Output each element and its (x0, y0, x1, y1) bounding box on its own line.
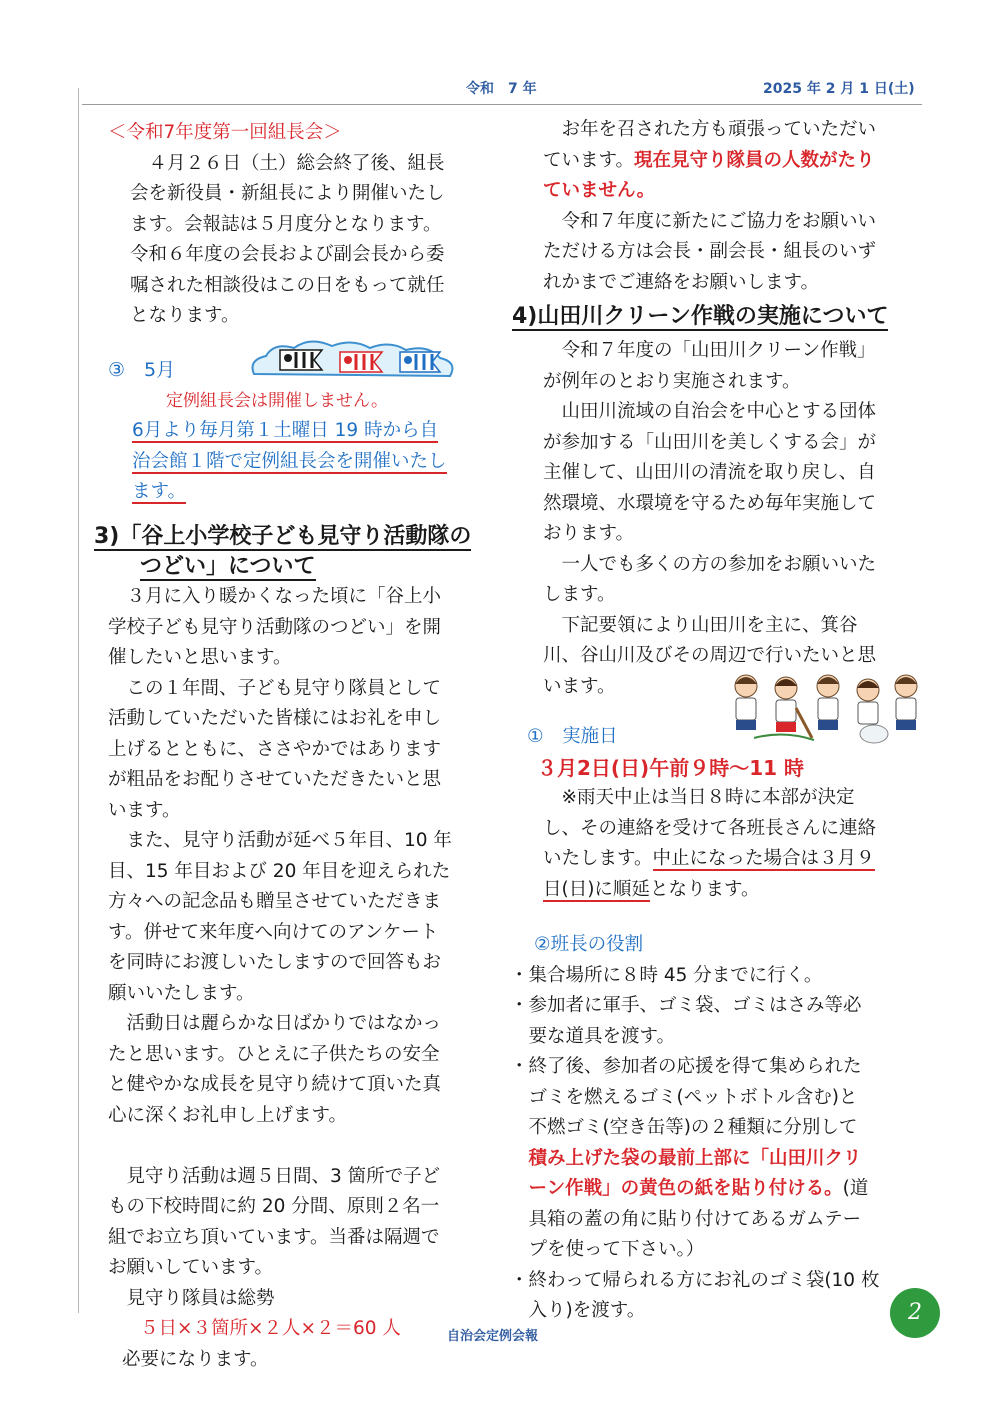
text-line: 必要になります。 (122, 1348, 269, 1370)
page-number-badge: 2 (890, 1288, 940, 1338)
text-line: ３月に入り暖かくなった頃に「谷上小 (108, 586, 442, 607)
bullet-item: プを使って下さい。） (510, 1239, 705, 1260)
text-line: 令和６年度の会長および副会長から委 (130, 244, 445, 265)
may-announcement (102, 416, 502, 508)
text-line: となります。 (649, 878, 760, 900)
text-line: し、その連絡を受けて各班長さんに連絡 (543, 817, 877, 839)
bullet-item: 入り)を渡す。 (510, 1300, 646, 1321)
text-line: が例年のとおり実施されます。 (543, 370, 801, 392)
leader-role-section (510, 930, 940, 1327)
date-label: ① 実施日 (527, 726, 618, 747)
date-value: ３月2日(日)午前９時～11 時 (537, 755, 804, 780)
text-line: が粗品をお配りさせていただきたいと思 (108, 769, 442, 790)
text-line: 会を新役員・新組長により開催いたし (130, 183, 445, 204)
text-line: 心に深くお礼申し上げます。 (108, 1104, 348, 1126)
text-line: また、見守り活動が延べ５年目、10 年 (108, 830, 452, 851)
text-line: 令和７年度の「山田川クリーン作戦」 (543, 340, 876, 361)
text-line: お願いしています。 (108, 1257, 274, 1278)
text-line: 山田川流域の自治会を中心とする団体 (543, 401, 877, 422)
text-line: 願いいたします。 (108, 982, 255, 1004)
header-date: 2025 年 2 月 1 日(土) (763, 81, 915, 97)
text-line: を同時にお渡しいたしますので回答もお (108, 952, 442, 973)
rain-note (523, 783, 943, 905)
bullet-item: 具箱の蓋の角に貼り付けてあるガムテー (510, 1208, 862, 1230)
text-line: おります。 (543, 523, 635, 544)
header-rule (82, 104, 922, 105)
footer-title: 自治会定例会報 (447, 1329, 539, 1344)
section4-heading (512, 302, 888, 332)
header-era: 令和 7 年 (466, 81, 537, 97)
text-line: いたします。 (543, 848, 653, 869)
text-line (108, 1131, 508, 1162)
may-line: 治会館１階で定例組長会を開催いたし (132, 450, 447, 472)
section3-heading (94, 522, 514, 582)
text-line: します。 (543, 584, 616, 605)
schedule-section (523, 722, 943, 905)
text-line: 見守り隊員は総勢 (108, 1287, 275, 1309)
text-line: 一人でも多くの方の参加をお願いいた (543, 553, 877, 575)
text-line: います。 (108, 799, 181, 821)
text-line: (道 (842, 1178, 869, 1199)
text-line: 令和７年度に新たにご協力をお願いい (543, 210, 877, 232)
bullet-item: 不燃ゴミ(空き缶等)の２種類に分別して (510, 1117, 858, 1138)
kumichokai-body (102, 149, 502, 332)
section4-body (543, 336, 943, 702)
bullet-item: ・終わって帰られる方にお礼のゴミ袋(10 枚 (510, 1269, 880, 1291)
text-line: 組でお立ち頂いています。当番は隔週で (108, 1226, 440, 1248)
may-line: 6月より毎月第１土曜日 19 時から自 (132, 420, 439, 441)
text-line: 催したいと思います。 (108, 647, 292, 668)
section3-title-line1: 3)「谷上小学校子ども見守り活動隊の (94, 524, 472, 549)
text-line: 川、谷山川及びその周辺で行いたいと思 (543, 645, 877, 666)
section3-title-line2: つどい」について (140, 554, 316, 579)
text-line: す。併せて来年度へ向けてのアンケート (108, 921, 439, 943)
text-line: 見守り活動は週５日間、3 箇所で子ど (108, 1165, 441, 1187)
highlight-instruction: 積み上げた袋の最前上部に「山田川クリ (510, 1147, 862, 1169)
text-line: この１年間、子ども見守り隊員として (108, 677, 442, 699)
section-title-kumichokai: ＜令和7年度第一回組長会＞ (108, 122, 342, 143)
text-line: と健やかな成長を見守り続けて頂いた真 (108, 1074, 442, 1095)
text-line: れかまでご連絡をお願いします。 (543, 271, 820, 293)
section3-body (108, 582, 508, 1375)
text-line: 上げるとともに、ささやかではあります (108, 738, 442, 760)
volunteer-calc: ５日×３箇所×２人×２＝60 人 (140, 1318, 401, 1339)
text-line: います。 (543, 675, 616, 697)
bullet-item: 要な道具を渡す。 (510, 1025, 676, 1047)
text-line: 然環境、水環境を守るため毎年実施して (543, 492, 877, 514)
text-line: 方々への記念品も贈呈させていただきま (108, 891, 442, 912)
bullet-item: ・参加者に軍手、ゴミ袋、ゴミはさみ等必 (510, 995, 862, 1016)
bullet-item: ・終了後、参加者の応援を得て集められた (510, 1056, 862, 1077)
text-line: ただける方は会長・副会長・組長のいず (543, 241, 877, 262)
text-line: お年を召された方も頑張っていただい (543, 119, 877, 140)
highlight-instruction: ーン作戦」の黄色の紙を貼り付ける。 (510, 1178, 843, 1199)
section4-title: 4)山田川クリーン作戦の実施について (512, 304, 889, 329)
left-column (102, 118, 502, 332)
text-line: 主催して、山田川の清流を取り戻し、自 (543, 462, 876, 483)
may-note: 定例組長会は開催しません。 (166, 390, 389, 411)
highlight-shortage: ていません。 (543, 180, 656, 201)
text-line: となります。 (130, 305, 240, 326)
text-line: ています。 (543, 149, 635, 171)
right-top-text (543, 115, 943, 298)
text-line: 学校子ども見守り活動隊のつどい」を開 (108, 616, 442, 638)
postponement-note: 中止になった場合は３月９ (652, 848, 875, 869)
text-line: もの下校時間に約 20 分間、原則２名一 (108, 1196, 440, 1217)
text-line: 活動していただいた皆様にはお礼を申し (108, 708, 442, 729)
highlight-shortage: 現在見守り隊員の人数がたり (634, 149, 875, 171)
may-line: ます。 (132, 481, 187, 502)
text-line: ます。会報誌は５月度分となります。 (130, 213, 442, 235)
left-margin-rule (78, 88, 79, 1313)
text-line: ※雨天中止は当日８時に本部が決定 (543, 787, 855, 808)
may-label: ③ 5月 (108, 359, 176, 381)
text-line: 下記要領により山田川を主に、箕谷 (543, 614, 858, 636)
may-section (102, 355, 502, 508)
text-line: が参加する「山田川を美しくする会」が (543, 431, 877, 453)
bullet-item: ・集合場所に８時 45 分までに行く。 (510, 964, 823, 986)
bullet-item: ゴミを燃えるゴミ(ペットボトル含む)と (510, 1086, 858, 1108)
text-line: たと思います。ひとえに子供たちの安全 (108, 1043, 440, 1065)
text-line: 目、15 年目および 20 年目を迎えられた (108, 860, 451, 882)
role-label: ②班長の役割 (534, 934, 644, 955)
postponement-note: 日(日)に順延 (543, 878, 650, 900)
text-line: 嘱された相談役はこの日をもって就任 (130, 274, 445, 296)
text-line: ４月２６日（土）総会終了後、組長 (130, 152, 445, 174)
text-line: 活動日は麗らかな日ばかりではなかっ (108, 1013, 442, 1034)
